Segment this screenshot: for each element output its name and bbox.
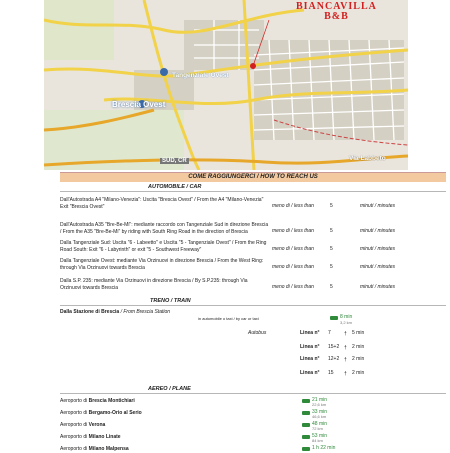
car-minutes: 5 (330, 246, 333, 252)
walk-icon: † (344, 371, 347, 377)
autobus-label: Autobus (248, 330, 267, 336)
map-graphic (44, 0, 408, 170)
airport-name: Milano Linate (88, 434, 121, 440)
label-brescia-ovest: Brescia Ovest (112, 100, 166, 109)
airport-time: 48 min (312, 421, 328, 427)
train-section-heading: TRENO / TRAIN (150, 298, 191, 304)
car-time-label: meno di / less than (272, 228, 314, 234)
car-minutes-unit: minuti / minutes (360, 284, 396, 290)
car-icon (330, 316, 338, 320)
car-direction-text: Dall'Autostrada A35 "Bre-Be-Mi": mediante raccordo con Tangenziale Sud in direzione Brescia / From the A35 "Bre-Be-Mi" by riding with South Ring Road in the direction of Brescia (60, 222, 269, 235)
airport-distance: 84 km (312, 438, 323, 443)
airport-prefix: Aeroporto di (60, 422, 88, 428)
car-icon (302, 399, 310, 403)
car-time-label: meno di / less than (272, 264, 314, 270)
car-time-label: meno di / less than (272, 203, 314, 209)
car-icon (302, 411, 310, 415)
car-minutes-unit: minuti / minutes (360, 264, 396, 270)
airport-row (60, 398, 270, 405)
airport-row (60, 422, 270, 429)
walk-time: 2 min (352, 344, 365, 350)
car-section-heading: AUTOMOBILE / CAR (148, 184, 202, 190)
bus-line-label: Linea n° (300, 330, 320, 336)
airport-prefix: Aeroporto di (60, 446, 88, 452)
bus-line-label: Linea n° (300, 356, 320, 362)
section-divider (60, 191, 446, 192)
car-minutes: 5 (330, 284, 333, 290)
brand-line-1: BIANCAVILLA (296, 1, 377, 12)
bus-line-number: 12+2 (328, 356, 340, 362)
bus-line-number: 7 (328, 330, 331, 336)
car-minutes-unit: minuti / minutes (360, 203, 396, 209)
walk-icon: † (344, 357, 347, 363)
airport-distance: 72 km (312, 426, 323, 431)
car-taxi-note: in automobile o taxi / by car or taxi (198, 316, 259, 321)
brand-line-2: B&B (324, 11, 349, 22)
station-car-distance: 3,2 km (340, 320, 353, 325)
station-text (60, 309, 240, 316)
station-car-time: 8 min (340, 314, 353, 320)
airport-prefix: Aeroporto di (60, 398, 88, 404)
walk-time: 5 min (352, 330, 365, 336)
car-minutes-unit: minuti / minutes (360, 228, 396, 234)
section-divider (60, 305, 446, 306)
location-map[interactable] (44, 0, 408, 170)
airport-name: Bergamo-Orio al Serio (88, 410, 142, 416)
car-icon (302, 423, 310, 427)
brand-label (296, 2, 377, 22)
airport-name: Milano Malpensa (88, 446, 129, 452)
car-time-label: meno di / less than (272, 246, 314, 252)
map-field (44, 0, 114, 60)
plane-section-heading: AEREO / PLANE (148, 386, 191, 392)
airport-time: 1 h 22 min (312, 445, 336, 451)
station-name-en: / From Brescia Station (119, 309, 171, 315)
car-minutes-unit: minuti / minutes (360, 246, 396, 252)
airport-row (60, 446, 270, 453)
label-tangenziale: Tangenziale Ovest (172, 72, 229, 79)
bus-line-number: 15 (328, 370, 334, 376)
car-direction-text: Dalla S.P. 235: mediante Via Orzinuovi in direzione Brescia / By S.P.235: through Via Orzinuovi towards Brescia (60, 278, 248, 291)
car-direction-text: Dalla Tangenziale Sud: Uscita "6 - Labeetto" e Uscita "5 - Tangenziale Ovest" / From the Ring Road South: Exit "6 - Labyrinth" or exit "5 - Southwest Freeway" (60, 240, 267, 253)
walk-time: 2 min (352, 356, 365, 362)
airport-time: 33 min (312, 409, 328, 415)
car-icon (302, 447, 310, 451)
label-via-labbeto: Via Labbeto (349, 155, 386, 162)
airport-prefix: Aeroporto di (60, 434, 88, 440)
walk-icon: † (344, 331, 347, 337)
bus-line-label: Linea n° (300, 344, 320, 350)
walk-icon: † (344, 345, 347, 351)
airport-name: Brescia Montichiari (88, 398, 135, 404)
bus-line-label: Linea n° (300, 370, 320, 376)
car-minutes: 5 (330, 228, 333, 234)
airport-row (60, 410, 270, 417)
airport-row (60, 434, 270, 441)
airport-time: 21 min (312, 397, 328, 403)
how-to-reach-us-header: COME RAGGIUNGERCI / HOW TO REACH US (60, 172, 446, 182)
car-direction-text: Dall'Autostrada A4 "Milano-Venezia": Uscita "Brescia Ovest" / From the A4 "Milano-Venezia" Exit "Brescia Ovest" (60, 197, 264, 210)
car-direction-text: Dalla Tangenziale Ovest: mediante Via Orzinuovi in direzione Brescia / From the West Ring: through Via Orzinuovi towards Brescia (60, 258, 264, 271)
airport-time: 53 min (312, 433, 328, 439)
car-time-label: meno di / less than (272, 284, 314, 290)
station-name: Dalla Stazione di Brescia (60, 309, 120, 315)
bus-line-number: 15+2 (328, 344, 340, 350)
car-icon (302, 435, 310, 439)
airport-distance: 46,6 km (312, 414, 327, 419)
airport-distance: 22,6 km (312, 402, 327, 407)
car-minutes: 5 (330, 264, 333, 270)
walk-time: 2 min (352, 370, 365, 376)
section-divider (60, 393, 446, 394)
car-minutes: 5 (330, 203, 333, 209)
label-sud: SUD, CR (162, 158, 187, 164)
airport-prefix: Aeroporto di (60, 410, 88, 416)
airport-name: Verona (88, 422, 106, 428)
